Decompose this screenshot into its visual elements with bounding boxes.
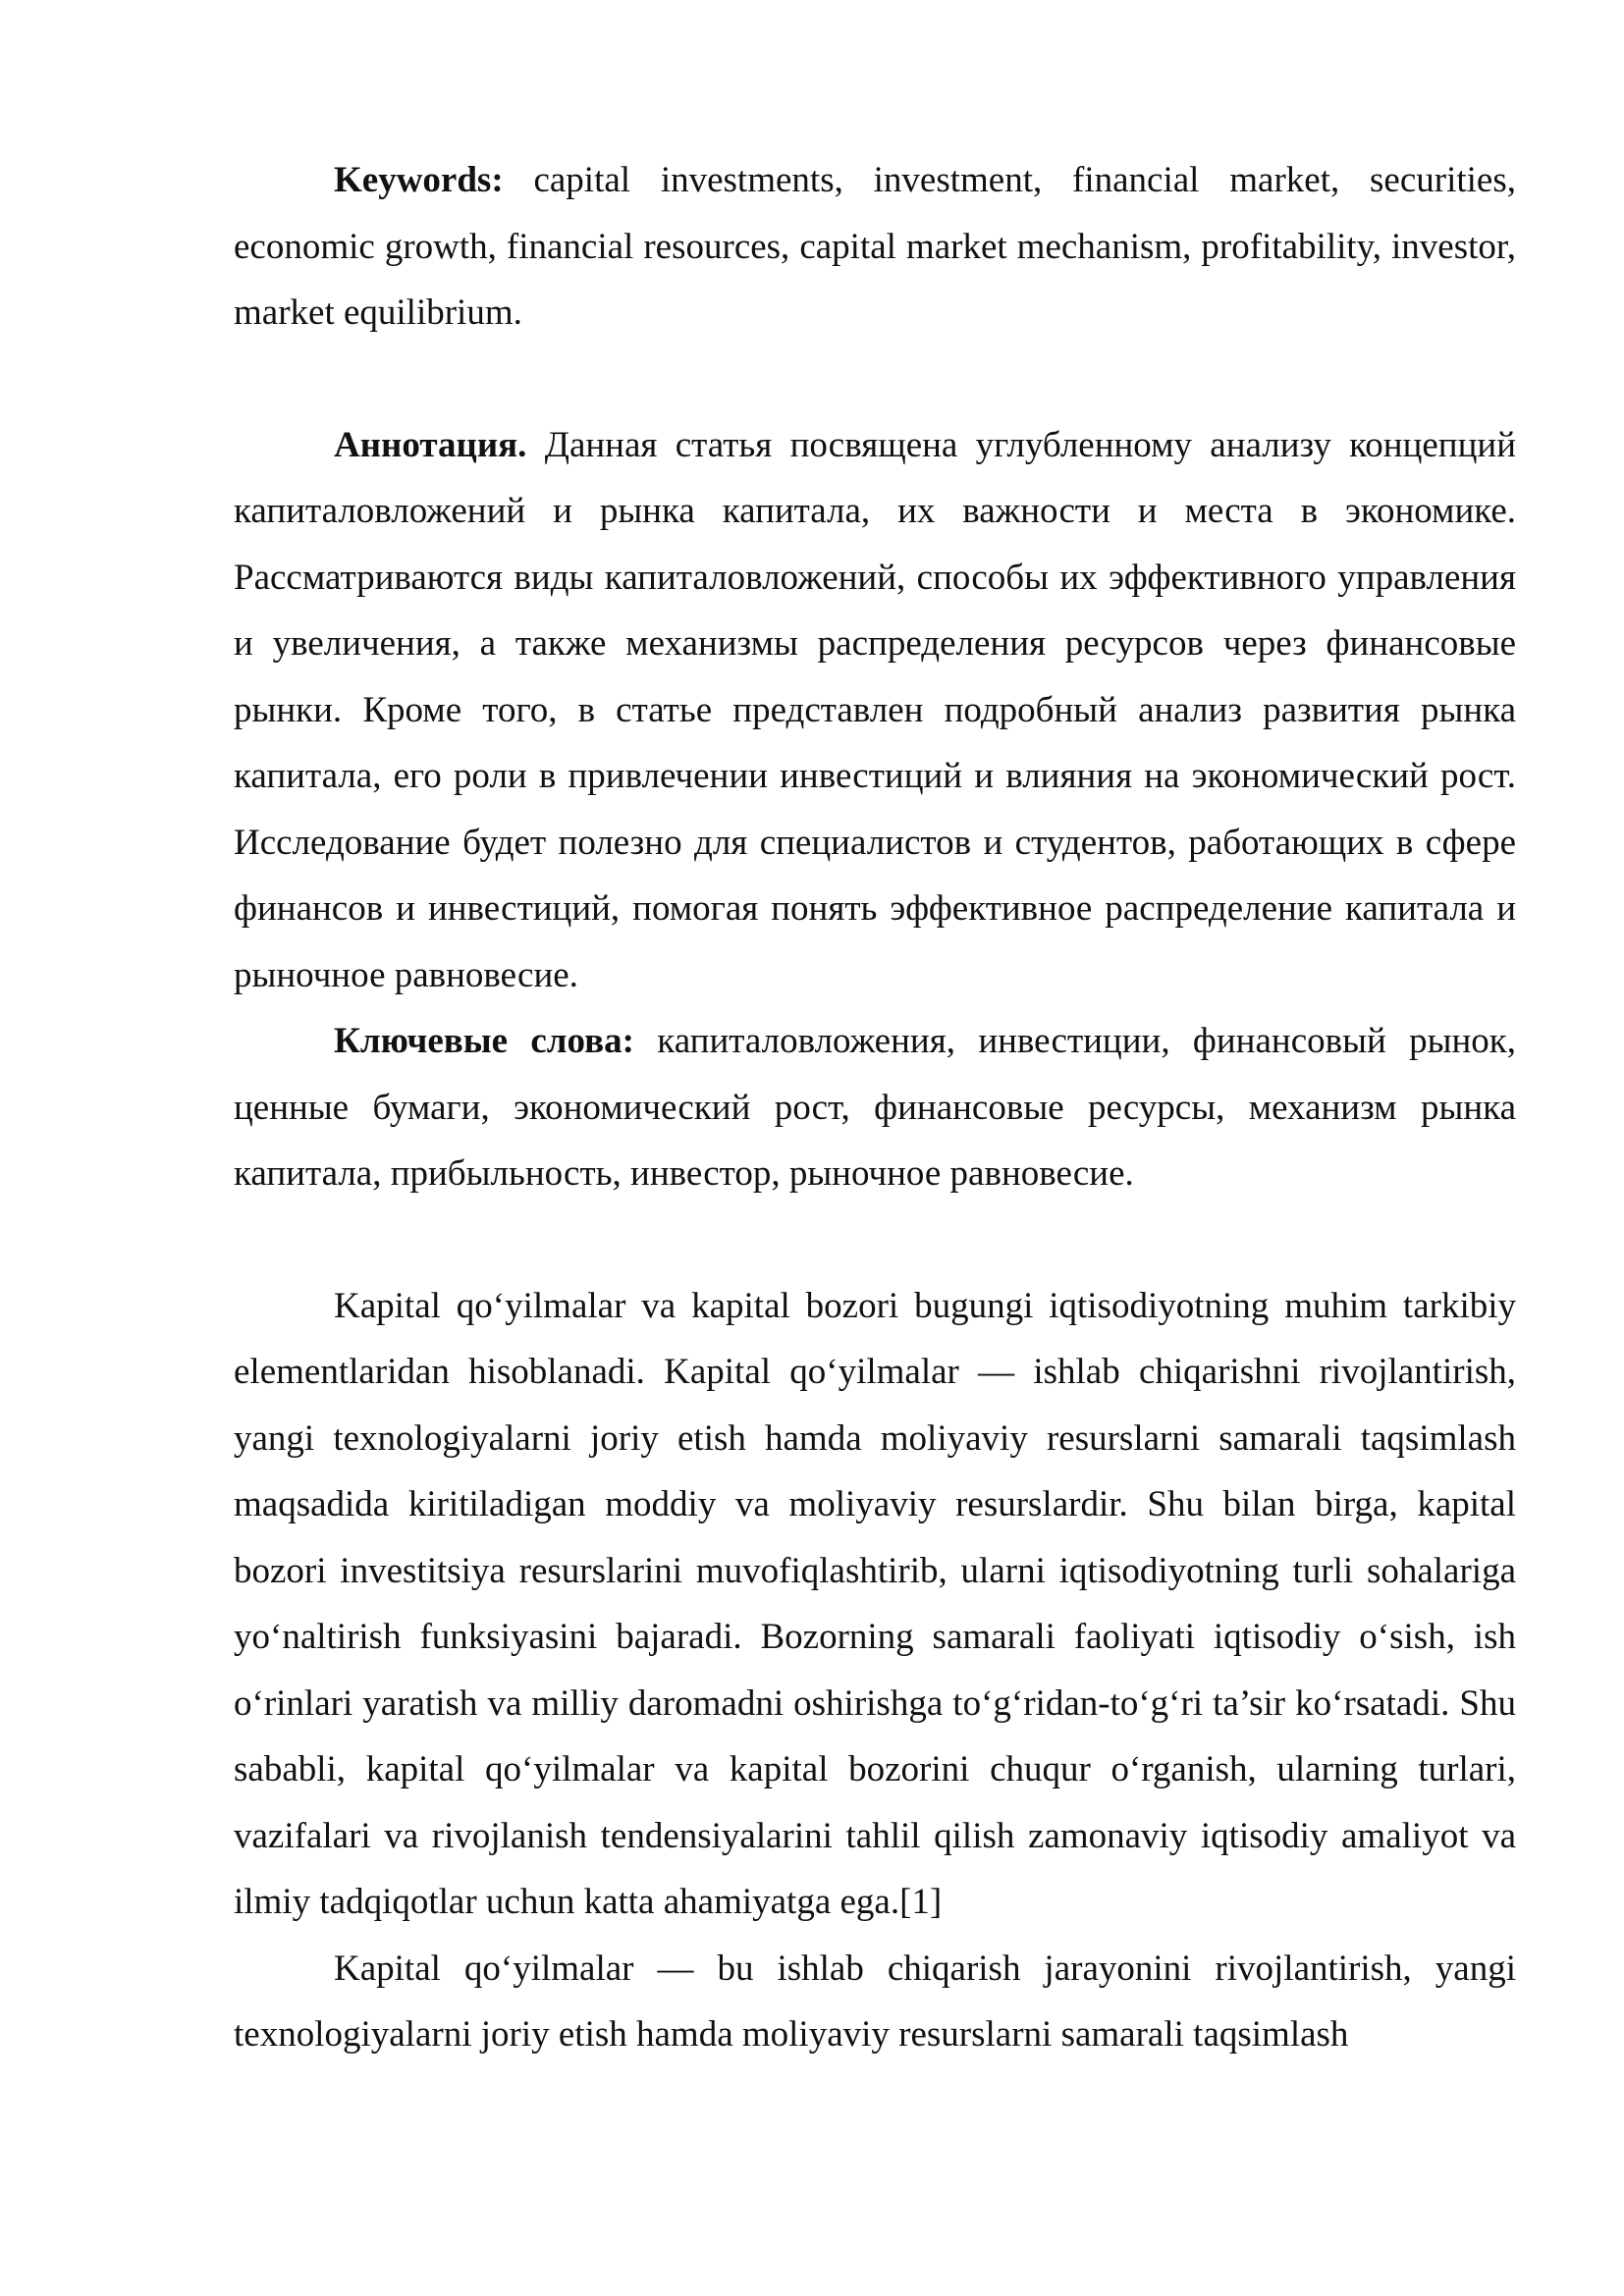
keywords-en-label: Keywords: xyxy=(334,160,504,200)
body-paragraph-1: Kapital qo‘yilmalar va kapital bozori bugungi iqtisodiyotning muhim tarkibiy elementlaridan hisoblanadi. Kapital qo‘yilmalar — ishlab chiqarishni rivojlantirish, yangi texnologiyalarni joriy etish hamda moliyaviy resurslarni samarali taqsimlash maqsadida kiritiladigan moddiy va moliyaviy resurslardir. Shu bilan birga, kapital bozori investitsiya resurslarini muvofiqlashtirib, ularni iqtisodiyotning turli sohalariga yo‘naltirish funksiyasini bajaradi. Bozorning samarali faoliyati iqtisodiy o‘sish, ish o‘rinlari yaratish va milliy daromadni oshirishga to‘g‘ridan-to‘g‘ri ta’sir ko‘rsatadi. Shu sababli, kapital qo‘yilmalar va kapital bozorini chuqur o‘rganish, ularning turlari, vazifalari va rivojlanish tendensiyalarini tahlil qilish zamonaviy iqtisodiy amaliyot va ilmiy tadqiqotlar uchun katta ahamiyatga ega.[1] xyxy=(234,1285,1516,1922)
annotation-ru-label: Аннотация. xyxy=(334,424,527,465)
keywords-ru-label: Ключевые слова: xyxy=(334,1021,634,1061)
keywords-en-text: capital investments, investment, financial market, securities, economic growth, financial resources, capital market mechanism, profitability, investor, market equilibrium. xyxy=(234,160,1516,333)
keywords-ru-paragraph xyxy=(234,1008,1516,1207)
body-paragraph-2: Kapital qo‘yilmalar — bu ishlab chiqarish jarayonini rivojlantirish, yangi texnologiyalarni joriy etish hamda moliyaviy resurslarni samarali taqsimlash xyxy=(234,1948,1516,2055)
document-page xyxy=(234,147,1516,2068)
keywords-ru-text: капиталовложения, инвестиции, финансовый рынок, ценные бумаги, экономический рост, финансовые ресурсы, механизм рынка капитала, прибыльность, инвестор, рыночное равновесие. xyxy=(234,1021,1516,1194)
annotation-ru-text: Данная статья посвящена углубленному анализу концепций капиталовложений и рынка капитала, их важности и места в экономике. Рассматриваются виды капиталовложений, способы их эффективного управления и увеличения, а также механизмы распределения ресурсов через финансовые рынки. Кроме того, в статье представлен подробный анализ развития рынка капитала, его роли в привлечении инвестиций и влияния на экономический рост. Исследование будет полезно для специалистов и студентов, работающих в сфере финансов и инвестиций, помогая понять эффективное распределение капитала и рыночное равновесие. xyxy=(234,424,1516,995)
annotation-ru-paragraph xyxy=(234,412,1516,1009)
spacer xyxy=(234,347,1516,412)
spacer xyxy=(234,1207,1516,1273)
keywords-en-paragraph xyxy=(234,147,1516,347)
